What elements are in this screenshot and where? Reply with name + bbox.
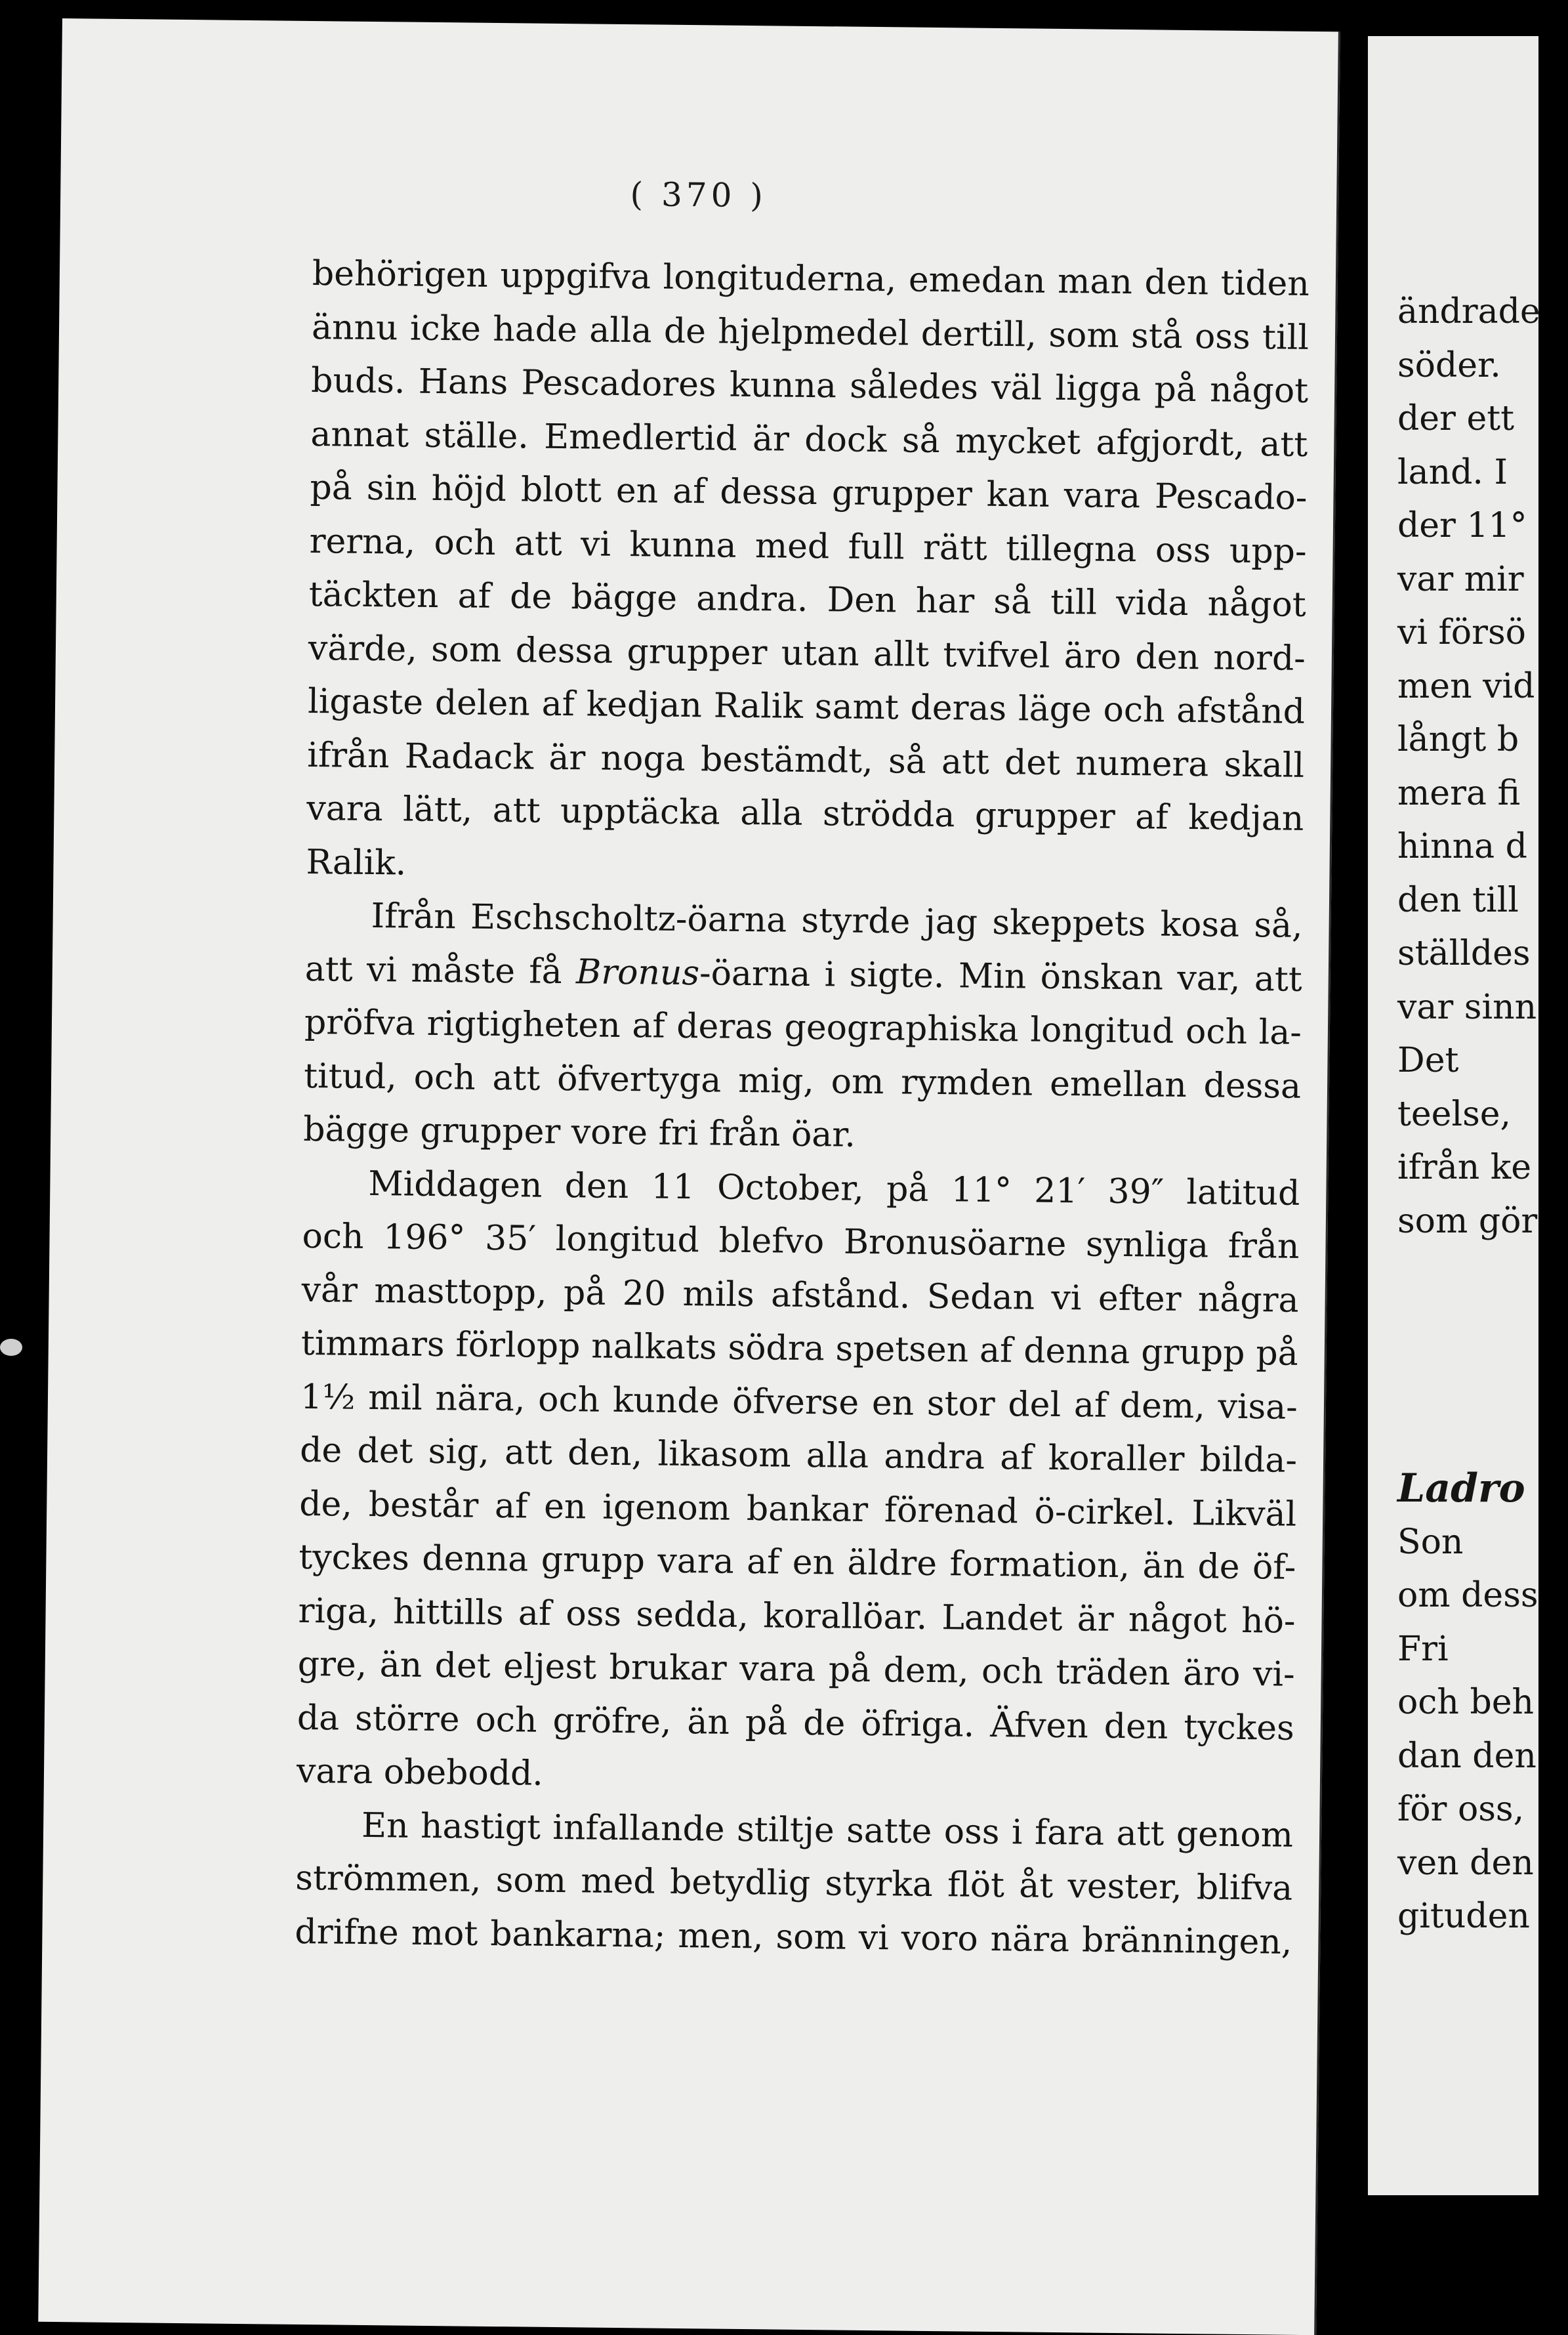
edge-blank-line (1397, 1409, 1568, 1463)
right-page-text-fragment (1397, 285, 1568, 1944)
edge-text-line: mera fi (1397, 773, 1521, 813)
edge-text-line: för oss, (1397, 1790, 1525, 1829)
paper-stain (0, 1339, 22, 1356)
text-line: ännu icke hade alla de hjelpmedel dertill, som stå oss till (311, 307, 1310, 358)
edge-text-line: ändrade (1397, 292, 1540, 331)
edge-text-line: den till (1397, 880, 1519, 920)
text-line: timmars förlopp nalkats södra spetsen af denna grupp på (300, 1323, 1298, 1374)
edge-text-line: om dess (1397, 1576, 1538, 1615)
text-line: behörigen uppgifva longituderna, emedan man den tiden (312, 254, 1310, 304)
edge-text-line: långt b (1397, 720, 1519, 759)
text-line: buds. Hans Pescadores kunna således väl ligga på något (310, 361, 1309, 411)
edge-text-line: teelse, (1397, 1094, 1512, 1134)
text-line: de, består af en igenom bankar förenad ö-cirkel. Likväl (299, 1484, 1297, 1534)
text-line: täckten af de bägge andra. Den har så till vida något (308, 574, 1307, 625)
edge-text-line: gituden (1397, 1897, 1530, 1936)
text-line: gre, än det eljest brukar vara på dem, och träden äro vi- (297, 1644, 1295, 1694)
edge-text-line: Fri (1397, 1629, 1449, 1669)
text-line: och 196° 35′ longitud blefvo Bronusöarne synliga från (302, 1216, 1300, 1267)
edge-text-line: var sinn (1397, 987, 1537, 1027)
edge-text-line: som gör (1397, 1201, 1538, 1241)
text-line: Ifrån Eschscholtz-öarna styrde jag skeppets kosa så, (371, 896, 1303, 946)
text-line: riga, hittills af oss sedda, korallöar. Landet är något hö- (298, 1591, 1296, 1641)
text-line: da större och gröfre, än på de öfriga. Äfven den tyckes (297, 1698, 1295, 1748)
text-line: värde, som dessa grupper utan allt tvifvel äro den nord- (308, 628, 1306, 679)
edge-text-line: vi försö (1397, 613, 1526, 652)
text-line: de det sig, att den, likasom alla andra af koraller bilda- (299, 1430, 1298, 1481)
right-book-page-edge (1368, 36, 1538, 2195)
text-line: vara lätt, att upptäcka alla strödda grupper af kedjan (306, 788, 1304, 839)
edge-text-line: Son (1397, 1522, 1464, 1562)
edge-text-line: Ladro (1397, 1465, 1525, 1511)
text-line: pröfva rigtigheten af deras geographiska longitud och la- (304, 1002, 1302, 1053)
text-line: ligaste delen af kedjan Ralik samt deras läge och afstånd (307, 681, 1306, 732)
edge-text-line: dan den (1397, 1736, 1537, 1776)
text-line: att vi måste få Bronus-öarna i sigte. Min önskan var, att (304, 949, 1303, 999)
text-line: strömmen, som med betydlig styrka flöt åt vester, blifva (295, 1858, 1293, 1908)
text-line: En hastigt infallande stiltje satte oss i fara att genom (361, 1805, 1294, 1855)
text-line: bägge grupper vore fri från öar. (302, 1109, 856, 1155)
text-line: titud, och att öfvertyga mig, om rymden emellan dessa (303, 1056, 1302, 1106)
edge-text-line: ställdes (1397, 934, 1531, 973)
text-line: annat ställe. Emedlertid är dock så mycket afgjordt, att (310, 414, 1308, 465)
text-line: på sin höjd blott en af dessa grupper kan vara Pescado- (310, 467, 1308, 518)
edge-blank-line (1397, 1302, 1568, 1356)
edge-text-line: var mir (1397, 559, 1524, 599)
text-line: Middagen den 11 October, på 11° 21′ 39″ latitud (368, 1164, 1300, 1213)
edge-text-line: der 11° (1397, 506, 1527, 545)
text-line: tyckes denna grupp vara af en äldre formation, än de öf- (299, 1537, 1296, 1588)
text-line: ifrån Radack är noga bestämdt, så att det numera skall (306, 735, 1305, 786)
text-line: vår masttopp, på 20 mils afstånd. Sedan vi efter några (301, 1270, 1299, 1320)
edge-blank-line (1397, 1248, 1568, 1302)
edge-text-line: men vid (1397, 666, 1535, 706)
edge-text-line: land. I (1397, 452, 1508, 492)
edge-text-line: söder. (1397, 345, 1501, 385)
text-line: vara obebodd. (296, 1751, 544, 1794)
text-line: 1½ mil nära, och kunde öfverse en stor del af dem, visa- (300, 1377, 1298, 1427)
edge-text-line: hinna d (1397, 827, 1527, 866)
edge-text-line: ifrån ke (1397, 1148, 1532, 1187)
page-body-text (295, 247, 1310, 1969)
page-number: ( 370 ) (630, 175, 768, 215)
text-line: drifne mot bankarna; men, som vi voro nära bränningen, (295, 1912, 1292, 1962)
edge-text-line: ven den (1397, 1843, 1534, 1883)
edge-text-line: Det (1397, 1041, 1459, 1080)
edge-text-line: der ett (1397, 399, 1515, 438)
edge-text-line: och beh (1397, 1683, 1534, 1722)
left-book-page (38, 18, 1340, 2335)
text-line: Ralik. (306, 842, 407, 883)
edge-blank-line (1397, 1355, 1568, 1409)
text-line: rerna, och att vi kunna med full rätt tillegna oss upp- (309, 521, 1307, 572)
